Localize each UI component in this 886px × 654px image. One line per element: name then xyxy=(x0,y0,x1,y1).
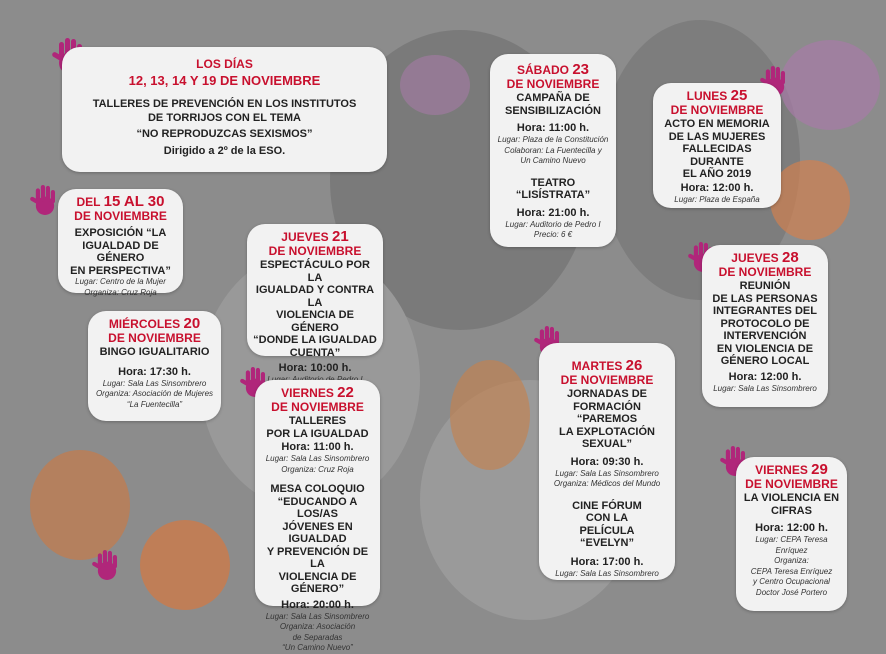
event-hour: Hora: 11:00 h. xyxy=(281,441,354,453)
event-details: Lugar: Sala Las Sinsombrero Organiza: Médicos del Mundo xyxy=(553,468,661,488)
event-date: SÁBADO 23 xyxy=(516,61,590,78)
bg-hand-print xyxy=(780,40,880,130)
event-date: JUEVES 28 xyxy=(731,249,799,266)
event-month: DE NOVIEMBRE xyxy=(506,77,600,91)
event-month: DE NOVIEMBRE xyxy=(108,331,201,345)
event-card-15-30 xyxy=(58,189,183,297)
event-hour: Hora: 12:00 h. xyxy=(680,181,754,194)
bg-hand-print xyxy=(140,520,230,610)
intro-line1: LOS DÍAS xyxy=(196,57,253,71)
event-title: BINGO IGUALITARIO xyxy=(99,346,210,358)
event-title: ACTO EN MEMORIA DE LAS MUJERES FALLECIDAS DURANTE EL AÑO 2019 xyxy=(664,118,770,180)
event-details: Lugar: Plaza de España xyxy=(674,194,760,204)
event-month: DE NOVIEMBRE xyxy=(745,477,838,491)
event-title: JORNADAS DE FORMACIÓN “PAREMOS LA EXPLOTACIÓN SEXUAL” xyxy=(559,388,655,450)
event-month: DE NOVIEMBRE xyxy=(718,265,812,279)
event-card-26 xyxy=(539,343,675,580)
event-title: TEATRO “LISÍSTRATA” xyxy=(515,176,591,201)
event-hour: Hora: 12:00 h. xyxy=(755,522,828,534)
event-title: TALLERES POR LA IGUALDAD xyxy=(266,415,369,440)
event-hour: Hora: 09:30 h. xyxy=(570,455,644,468)
hand-print-icon xyxy=(92,548,122,582)
bg-hand-print xyxy=(30,450,130,560)
intro-card xyxy=(62,47,387,172)
event-date: DEL 15 AL 30 xyxy=(76,193,165,210)
event-title: LA VIOLENCIA EN CIFRAS xyxy=(743,492,840,517)
event-card-20 xyxy=(88,311,221,421)
event-details: Lugar: Sala Las Sinsombrero xyxy=(713,383,817,393)
event-hour: Hora: 12:00 h. xyxy=(728,370,802,383)
event-details: Lugar: Auditorio de Pedro I Precio: 6 € xyxy=(505,219,601,239)
event-hour: Hora: 17:30 h. xyxy=(118,365,191,378)
event-date: MIÉRCOLES 20 xyxy=(108,315,201,332)
event-title: REUNIÓN DE LAS PERSONAS INTEGRANTES DEL PROTOCOLO DE INTERVENCIÓN EN VIOLENCIA DE GÉNERO LOCAL xyxy=(712,280,818,367)
event-hour: Hora: 20:00 h. xyxy=(281,598,354,611)
event-date: MARTES 26 xyxy=(571,357,643,374)
event-details: Lugar: Sala Las Sinsombrero Organiza: Asociación de Separadas “Un Camino Nuevo” xyxy=(265,611,370,652)
event-details: Lugar: Sala Las Sinsombrero Organiza: Asociación de Mujeres “La Fuentecilla” xyxy=(95,378,214,409)
bg-hand-print xyxy=(450,360,530,470)
bg-hand-print xyxy=(770,160,850,240)
event-card-29 xyxy=(736,457,847,611)
event-date: JUEVES 21 xyxy=(281,228,349,245)
intro-line6: Dirigido a 2º de la ESO. xyxy=(163,144,286,157)
event-month: DE NOVIEMBRE xyxy=(271,400,364,414)
event-date: VIERNES 29 xyxy=(755,461,828,478)
event-month: DE NOVIEMBRE xyxy=(560,373,654,387)
event-card-21 xyxy=(247,224,383,374)
intro-line3: TALLERES DE PREVENCIÓN EN LOS INSTITUTOS xyxy=(92,98,357,110)
bg-hand-print xyxy=(400,55,470,115)
event-month: DE NOVIEMBRE xyxy=(74,209,167,223)
event-title: CAMPAÑA DE SENSIBILIZACIÓN xyxy=(505,92,601,117)
event-date: VIERNES 22 xyxy=(281,384,354,401)
intro-dates: 12, 13, 14 Y 19 DE NOVIEMBRE xyxy=(128,73,321,88)
event-card-22 xyxy=(255,380,380,652)
hand-print-icon xyxy=(30,183,60,217)
event-month: DE NOVIEMBRE xyxy=(268,244,362,258)
event-details: Lugar: CEPA Teresa Enríquez Organiza: CEPA Teresa Enríquez y Centro Ocupacional Doctor José Portero xyxy=(750,535,833,597)
event-hour: Hora: 21:00 h. xyxy=(516,206,590,219)
event-title: EXPOSICIÓN “LA IGUALDAD DE GÉNERO EN PERSPECTIVA” xyxy=(70,227,171,277)
event-details: Lugar: Sala Las Sinsombrero xyxy=(555,568,659,578)
event-details: Lugar: Plaza de la Constitución Colaboran: La Fuentecilla y Un Camino Nuevo xyxy=(497,135,609,165)
intro-line4: DE TORRIJOS CON EL TEMA xyxy=(147,111,301,124)
event-hour: Hora: 11:00 h. xyxy=(516,122,590,134)
event-month: DE NOVIEMBRE xyxy=(670,103,764,117)
event-card-25 xyxy=(653,83,781,208)
event-card-28 xyxy=(702,245,828,407)
event-title: CINE FÓRUM CON LA PELÍCULA “EVELYN” xyxy=(572,499,642,549)
event-title: MESA COLOQUIO “EDUCANDO A LOS/AS JÓVENES EN IGUALDAD Y PREVENCIÓN DE LA VIOLENCIA DE GÉNERO” xyxy=(266,483,369,595)
event-hour: Hora: 10:00 h. xyxy=(278,362,352,374)
intro-line5: “NO REPRODUZCAS SEXISMOS” xyxy=(136,128,313,140)
event-hour: Hora: 17:00 h. xyxy=(570,555,644,568)
event-title: ESPECTÁCULO POR LA IGUALDAD Y CONTRA LA VIOLENCIA DE GÉNERO “DONDE LA IGUALDAD CUENTA” xyxy=(253,259,377,359)
event-details: Lugar: Sala Las Sinsombrero Organiza: Cruz Roja xyxy=(265,454,370,474)
event-details: Lugar: Centro de la Mujer Organiza: Cruz Roja xyxy=(75,277,166,297)
event-card-23 xyxy=(490,54,616,247)
event-date: LUNES 25 xyxy=(686,87,748,104)
